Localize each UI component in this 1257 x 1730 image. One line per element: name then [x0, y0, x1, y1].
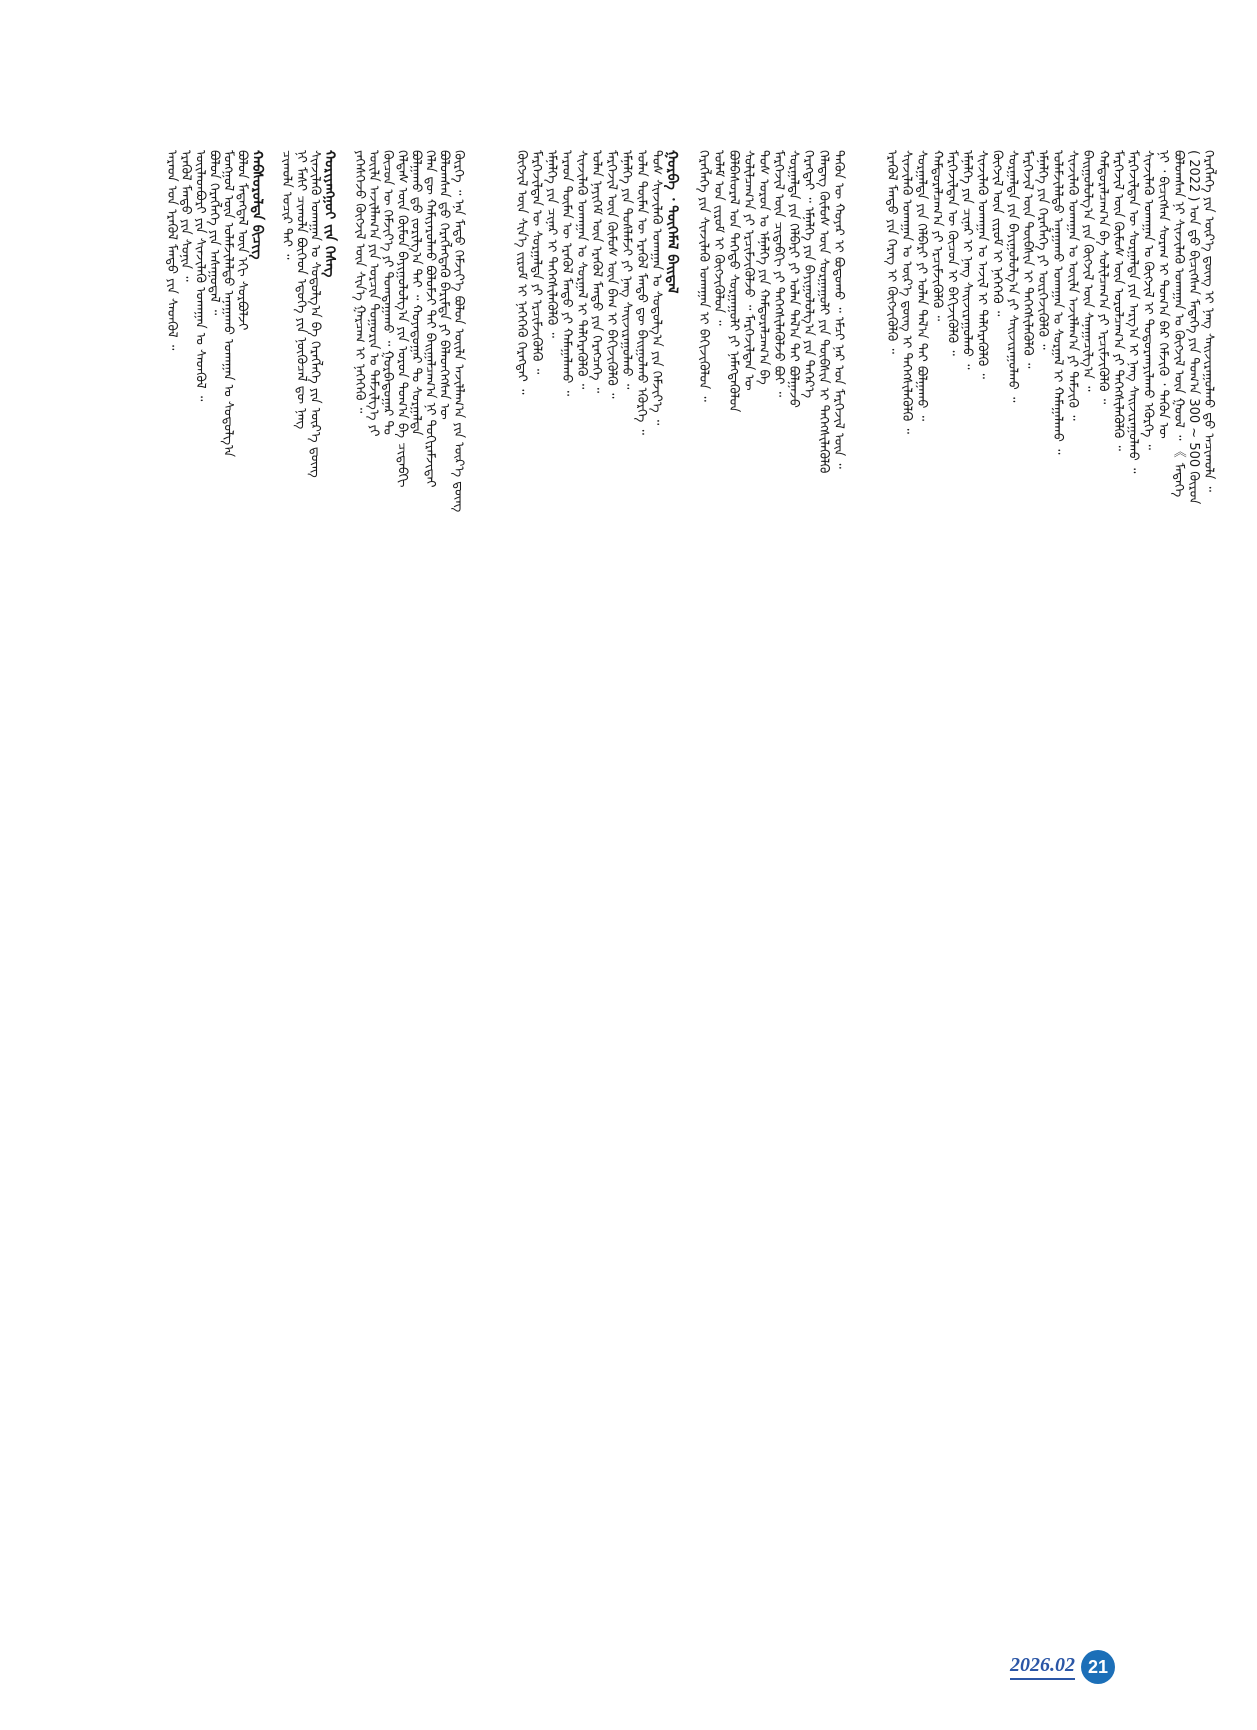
- text-line: ᠡᠷᠡᠭᠦᠯ ᠮᠡᠨᠳᠦ ᠶᠢᠨ ᠰᠣᠨᠢᠨ ᠃: [178, 150, 194, 282]
- text-line: ᠰᠤᠷᠭᠠᠯᠳᠠ ᠶᠢᠨ ᠬᠡᠯᠪᠡᠷᠢ ᠶᠢ ᠣᠯᠠᠨ ᠲᠠᠯ᠎ᠠ ᠲᠠᠢ ᠪᠣᠯᠭᠠᠬᠤ ᠃: [914, 150, 930, 422]
- text-line: ᠰᠢᠨᠵᠢᠯᠡᠬᠦ ᠤᠬᠠᠭᠠᠨ ᠤ ᠠᠵᠢᠯ ᠢ ᠳᠡᠯᠭᠡᠷᠡᠭᠦᠯᠬᠦ ᠃: [974, 150, 990, 379]
- text-line: ᠬᠡᠷᠡᠭᠯᠡᠭᠡ ᠶᠢᠨ ᠰᠢᠨᠵᠢᠯᠡᠬᠦ ᠤᠬᠠᠭᠠᠨ ᠢ ᠪᠡᠬᠢᠵᠢᠭᠦᠯᠦᠨ ᠃: [696, 150, 711, 402]
- page-number-badge: 21: [1081, 1650, 1115, 1684]
- text-line: ᠪᠣᠯᠭᠠᠬᠤ ᠳ᠋ᠤ ᠵᠣᠷᠢᠯᠭ᠎ᠠ ᠲᠠᠢ ᠃ ᠬᠣᠶᠠᠳᠤᠭᠠᠷ ᠲᠤ ᠰᠤᠷᠭᠠᠯᠳᠠ: [408, 150, 424, 436]
- text-line: ᠦᠢᠯᠡᠳᠪᠦᠷᠢ ᠶᠢᠨ ᠰᠢᠨᠵᠢᠯᠡᠬᠦ ᠤᠬᠠᠭᠠᠨ ᠤ ᠰᠡᠳᠭᠦᠯ ᠃: [192, 150, 208, 402]
- text-line: ᠬᠡᠯᠡᠨ ᠳᠦ ᠬᠠᠮᠢᠶᠠᠷᠤᠯᠬᠤ ᠪᠣᠯᠤᠮᠵᠢ ᠲᠠᠢ ᠪᠠᠢᠭᠠᠯᠴᠠᠭ᠎ᠠ ᠨᠢ ᠲᠣᠬᠢᠷᠠᠮᠵᠢᠲᠠᠢ: [422, 150, 438, 488]
- text-line: ᠶᠡᠬᠡᠰᠭᠡᠵᠦ ᠬᠥᠭᠵᠢᠯ ᠦᠨ ᠰᠢᠨ᠎ᠡ ᠭᠠᠷᠴᠠᠭ ᠢ ᠨᠡᠭᠡᠭᠡᠬᠦ ᠃: [351, 150, 367, 414]
- text-line: ᠰᠢᠨᠵᠢᠯᠡᠬᠦ ᠤᠬᠠᠭᠠᠨ ᠤ ᠦᠷ᠎ᠡ ᠳ᠋ᠦᠩ ᠢ ᠳᠡᠭᠡᠭᠰᠢᠯᠡᠭᠦᠯᠬᠦ ᠃: [899, 150, 915, 434]
- text-line: ᠮᠣᠩᠭᠣᠯ ᠦᠨ ᠤᠯᠠᠮᠵᠢᠯᠠᠯᠲᠤ ᠠᠨᠠᠭᠠᠬᠤ ᠤᠬᠠᠭᠠᠨ ᠤ ᠰᠣᠳᠤᠯᠭ᠎ᠠ: [220, 150, 236, 458]
- text-line: ᠬᠡᠷᠡᠭᠲᠡᠢ ᠃ ᠡᠮᠨᠡᠯᠭᠡ ᠶᠢᠨ ᠪᠠᠶᠢᠭᠤᠯᠤᠯᠭ᠎ᠠ ᠶᠢᠨ ᠳᠡᠭᠡᠷ᠎ᠡ: [801, 150, 816, 399]
- text-line: ᠰᠤᠯᠢᠯᠴᠠᠭ᠎ᠠ ᠶᠢ ᠡᠷᠴᠢᠮᠵᠢᠭᠦᠯᠵᠦ ᠃ ᠮᠡᠷᠭᠡᠵᠢᠯᠲᠡᠨ ᠦ: [741, 150, 756, 391]
- text-column-right: [880, 150, 1216, 1730]
- text-line: ᠴᠢᠬᠤᠯᠠ ᠤᠴᠢᠷ ᠲᠠᠢ ᠃: [279, 150, 295, 260]
- text-line: ᠬᠠᠮᠲᠤᠷᠠᠯᠴᠠᠭ᠎ᠠ ᠶᠢ ᠡᠷᠴᠢᠮᠵᠢᠭᠦᠯᠬᠦ ᠃: [929, 150, 945, 321]
- text-line: ᠪᠠᠢᠭᠤᠯᠤᠯᠭ᠎ᠠ ᠶᠢᠨ ᠬᠥᠭᠵᠢᠯ ᠦᠨ ᠰᠠᠨᠠᠭᠠᠴᠢᠯᠭ᠎ᠠ ᠃: [1080, 150, 1096, 392]
- issue-date: 2026.02: [1010, 1654, 1075, 1680]
- text-line: ᠡᠮᠨᠡᠯᠭᠡ ᠶᠢᠨ ᠴᠢᠨᠠᠷ ᠢ ᠳᠡᠭᠡᠭᠰᠢᠯᠡᠭᠦᠯᠬᠦ ᠃: [544, 150, 559, 338]
- text-column-middle: [510, 150, 846, 1730]
- text-line: ᠲᠡᠭᠦᠨ ᠦ ᠬᠣᠶᠠᠷ ᠢ ᠪᠣᠳᠤᠬᠤ ᠃ ᠡᠮᠴᠢ ᠨᠠᠷ ᠤᠨ ᠮᠡᠷᠭᠡᠵᠢᠯ ᠦᠨ ᠃: [831, 150, 846, 469]
- text-line: ᠣᠯᠠᠨ ᠲᠦᠮᠡᠨ ᠦ ᠡᠷᠡᠭᠦᠯ ᠮᠡᠨᠳᠦ ᠳᠦ ᠪᠠᠢᠭᠤᠯᠬᠤ ᠡᠭᠦᠷᠭᠡ ᠃: [634, 150, 649, 435]
- page-footer: [1010, 1650, 1115, 1684]
- text-line: ᠲᠤᠰ ᠰᠢᠨᠵᠢᠯᠡᠬᠦ ᠤᠬᠠᠭᠠᠨ ᠤ ᠰᠣᠳᠤᠯᠭ᠎ᠠ ᠶᠢᠨ ᠬᠡᠮᠵᠢᠶ᠎ᠡ ᠃: [649, 150, 664, 426]
- text-line: ᠨᠢ ᠮᠠᠰᠢ ᠴᠢᠬᠤᠯᠠ ᠪᠥᠭᠡᠳ ᠡᠳᠦᠭᠡ ᠶᠢᠨ ᠨᠥᠬᠦᠴᠡᠯ ᠳᠦ ᠨᠡᠩ: [293, 150, 309, 430]
- text-line: ᠰᠢᠨᠵᠢᠯᠡᠬᠦ ᠤᠬᠠᠭᠠᠨ ᠤ ᠰᠤᠷᠭᠠᠯ ᠢ ᠳᠡᠯᠭᠡᠷᠡᠭᠦᠯᠬᠦ ᠃: [574, 150, 589, 390]
- text-line: ᠠᠷᠠᠳ ᠲᠦᠮᠡᠨ ᠦ ᠡᠷᠡᠭᠦᠯ ᠮᠡᠨᠳᠦ ᠶᠢ ᠬᠠᠮᠠᠭᠠᠯᠠᠬᠤ ᠃: [559, 150, 574, 397]
- text-line: ᠨᠢ ᠂ ᠪᠢᠴᠢᠭᠰᠡᠨ ᠰᠤᠷᠠᠭ ᠢ ᠲᠣᠭ᠎ᠠ ᠪᠠᠷ ᠬᠡᠮᠵᠢᠬᠦ ᠂ ᠲᠡᠭᠦᠨ ᠦ: [1155, 150, 1171, 439]
- text-line: ( 2022 ) ᠣᠨ ᠳ᠋ᠤ ᠪᠢᠴᠢᠭᠰᠡᠨ ᠮᠡᠳᠡᠭᠡ ᠶᠢᠨ ᠲᠣᠭ᠎ᠠ 300 ~ 500 ᠬᠦᠷᠦᠨ: [1185, 150, 1201, 505]
- text-line: ᠮᠡᠷᠭᠡᠵᠢᠯᠲᠡᠨ ᠦ ᠬᠦᠴᠦᠨ ᠢ ᠪᠡᠬᠢᠵᠢᠭᠦᠯᠬᠦ ᠃: [944, 150, 960, 356]
- text-line: ᠮᠡᠷᠭᠡᠵᠢᠯᠲᠡᠨ ᠦ ᠰᠤᠷᠭᠠᠯᠳᠠ ᠶᠢ ᠡᠷᠴᠢᠮᠵᠢᠭᠦᠯᠬᠦ ᠃: [529, 150, 544, 375]
- text-line: ᠲᠤᠰ ᠣᠷᠣᠨ ᠤ ᠡᠮᠨᠡᠯᠭᠡ ᠶᠢᠨ ᠬᠠᠮᠲᠤᠷᠠᠯᠴᠠᠭ᠎ᠠ ᠪᠠ: [756, 150, 771, 385]
- text-line: ᠪᠣᠯᠤᠨ ᠮᠡᠳᠡᠭᠳᠡᠯ ᠦᠨ ᠡᠬᠢ ᠰᠤᠷᠪᠤᠯᠵᠢ: [234, 150, 250, 331]
- text-line: ᠮᠡᠷᠭᠡᠵᠢᠯᠲᠡᠨ ᠦ ᠰᠤᠷᠭᠠᠯᠳᠠ ᠶᠢᠨ ᠠᠷᠭ᠎ᠠ ᠢ ᠨᠡᠩ ᠰᠠᠢᠵᠢᠷᠠᠭᠤᠯᠬᠤ ᠃: [1125, 150, 1141, 474]
- text-line: ᠰᠤᠷᠭᠠᠯᠳᠠ ᠶᠢᠨ ᠬᠡᠯᠪᠡᠷᠢ ᠶᠢ ᠣᠯᠠᠨ ᠲᠠᠯ᠎ᠠ ᠲᠠᠢ ᠪᠣᠯᠭᠠᠵᠤ: [786, 150, 801, 408]
- section-heading: ᠭᠤᠷᠪᠠ ᠂ ᠲᠦᠭᠡᠮᠡᠯ ᠪᠠᠢᠳᠠᠯ: [664, 150, 680, 294]
- text-line: ᠪᠣᠯᠤᠭᠰᠠᠨ ᠨᠢ ᠰᠢᠨᠵᠢᠯᠡᠬᠦ ᠤᠬᠠᠭᠠᠨ ᠤ ᠬᠥᠭᠵᠢᠯ ᠦᠨ ᠭᠤᠤᠯ ᠃ 《 ᠮᠡᠳᠡᠭᠡ: [1170, 150, 1186, 498]
- text-line: ᠦᠢᠯᠡ ᠠᠵᠢᠯᠯᠠᠭ᠎ᠠ ᠶᠢᠨ ᠣᠷᠴᠢᠨ ᠲᠣᠭᠣᠷᠢᠨ ᠤ ᠳᠡᠮᠵᠢᠯᠭ᠎ᠡ ᠶᠢ: [365, 150, 381, 437]
- text-column-left: [160, 150, 466, 1730]
- text-line: ᠮᠡᠷᠭᠡᠵᠢᠯ ᠦᠨ ᠲᠦᠪᠰᠢᠨ ᠢ ᠳᠡᠭᠡᠭᠰᠢᠯᠡᠭᠦᠯᠬᠦ ᠃: [1019, 150, 1035, 369]
- text-line: ᠬᠥᠭᠵᠢᠯ ᠦᠨ ᠵᠢᠷᠤᠮ ᠢ ᠨᠡᠭᠡᠭᠡᠬᠦ ᠃: [989, 150, 1005, 317]
- text-line: ᠰᠢᠨᠵᠢᠯᠡᠬᠦ ᠤᠬᠠᠭᠠᠨ ᠤ ᠦᠢᠯᠡ ᠠᠵᠢᠯᠯᠠᠭ᠎ᠠ ᠶᠢ ᠳᠡᠮᠵᠢᠬᠦ ᠃: [1065, 150, 1081, 421]
- text-line: ᠬᠦᠴᠦᠨ ᠦ ᠬᠡᠮᠵᠢᠶ᠎ᠡ ᠶᠢ ᠲᠣᠭᠲᠠᠭᠠᠬᠤ ᠃ ᠭᠤᠷᠪᠠᠳᠤᠭᠠᠷ ᠲᠤ: [380, 150, 396, 435]
- text-line: ᠬᠥᠭᠵᠢᠯ ᠦᠨ ᠰᠢᠨ᠎ᠡ ᠵᠢᠷᠤᠮ ᠢ ᠨᠡᠭᠡᠭᠡᠬᠦ ᠬᠡᠷᠡᠭᠲᠡᠢ ᠃: [514, 150, 529, 395]
- text-line: ᠪᠣᠯᠪᠠᠰᠤᠷᠠᠯ ᠤᠨ ᠳᠡᠭᠡᠳᠦ ᠰᠤᠷᠭᠠᠭᠤᠯᠢ ᠶᠢ ᠨᠡᠮᠡᠭᠳᠡᠭᠦᠯᠦᠨ: [726, 150, 741, 413]
- text-line: ᠮᠡᠷᠭᠡᠵᠢᠯ ᠦᠨ ᠬᠦᠮᠦᠰ ᠦᠨ ᠪᠠᠭ ᠢ ᠪᠡᠬᠢᠵᠢᠭᠦᠯᠬᠦ ᠃: [604, 150, 619, 399]
- text-line: ᠣᠯᠠᠨ ᠨᠡᠶᠢᠭᠡᠮ ᠦᠨ ᠡᠷᠡᠭᠦᠯ ᠮᠡᠨᠳᠦ ᠶᠢᠨ ᠬᠡᠷᠡᠭᠴᠡᠭᠡ ᠃: [589, 150, 604, 394]
- text-line: ᠬᠦᠷᠬᠡ ᠃ ᠡᠨᠡ ᠮᠡᠲᠦ ᠬᠡᠮᠵᠢᠶ᠎ᠡ ᠪᠣᠯᠤᠨ ᠦᠢᠯᠡ ᠠᠵᠢᠯᠯᠠᠭ᠎ᠠ ᠶᠢᠨ ᠦᠷ᠎ᠡ ᠳ᠋ᠦᠩ: [450, 150, 466, 513]
- text-line: ᠤᠯᠠᠮ ᠤᠨ ᠵᠢᠷᠤᠮ ᠢ ᠬᠥᠭᠵᠢᠭᠦᠯᠦᠨ ᠃: [711, 150, 726, 326]
- text-line: ᠪᠣᠯᠤᠨ ᠬᠡᠷᠡᠭᠯᠡᠭᠡ ᠶᠢᠨ ᠠᠰᠠᠭᠤᠳᠠᠯ ᠃: [206, 150, 222, 316]
- text-line: ᠰᠢᠨᠵᠢᠯᠡᠬᠦ ᠤᠬᠠᠭᠠᠨ ᠤ ᠰᠣᠳᠤᠯᠭ᠎ᠠ ᠪᠠ ᠬᠡᠷᠡᠭᠯᠡᠭᠡ ᠶᠢᠨ ᠦᠷ᠎ᠡ ᠳ᠋ᠦᠩ: [307, 150, 323, 478]
- text-line: ᠬᠡᠯᠲᠡᠰ ᠦᠨ ᠬᠦᠮᠦᠨ ᠪᠠᠶᠢᠭᠤᠯᠤᠯᠭ᠎ᠠ ᠶᠢᠨ ᠣᠷᠣᠨ ᠲᠣᠭ᠎ᠠ ᠪᠠ ᠴᠢᠳᠠᠪᠬᠢ: [394, 150, 410, 488]
- text-line: ᠮᠡᠷᠭᠡᠵᠢᠯ ᠦᠨ ᠴᠢᠳᠠᠪᠬᠢ ᠶᠢ ᠳᠡᠭᠡᠭᠰᠢᠯᠡᠭᠦᠯᠵᠦ ᠪᠤᠢ ᠃: [771, 150, 786, 398]
- section-heading: ᠬᠠᠪᠰᠤᠷᠤᠯᠲᠠ ᠪᠢᠴᠢᠭ: [248, 150, 265, 260]
- text-line: ᠡᠮᠨᠡᠯᠭᠡ ᠶᠢᠨ ᠲᠤᠰᠯᠠᠮᠵᠢ ᠶᠢ ᠨᠡᠩ ᠰᠠᠢᠵᠢᠷᠠᠭᠤᠯᠬᠤ ᠃: [619, 150, 634, 390]
- text-line: ᠰᠤᠷᠭᠠᠯᠳᠠ ᠶᠢᠨ ᠪᠠᠶᠢᠭᠤᠯᠤᠯᠭ᠎ᠠ ᠶᠢ ᠰᠠᠢᠵᠢᠷᠠᠭᠤᠯᠬᠤ ᠃: [1004, 150, 1020, 403]
- text-line: ᠬᠡᠷᠡᠭᠯᠡᠭᠡ ᠶᠢᠨ ᠦᠷ᠎ᠡ ᠳ᠋ᠦᠩ ᠢ ᠨᠡᠩ ᠰᠠᠢᠵᠢᠷᠠᠭᠤᠯᠬᠤ ᠳ᠋ᠤ ᠠᠴᠢᠬᠤᠯᠠ ᠃: [1200, 150, 1216, 492]
- text-line: ᠤᠯᠠᠮᠵᠢᠯᠠᠯᠲᠤ ᠠᠨᠠᠭᠠᠬᠤ ᠤᠬᠠᠭᠠᠨ ᠤ ᠰᠤᠷᠭᠠᠯ ᠢ ᠬᠠᠮᠠᠭᠠᠯᠠᠬᠤ ᠃: [1050, 150, 1066, 455]
- text-line: ᠬᠠᠮᠲᠤᠷᠠᠯᠴᠠᠭ᠎ᠠ ᠪᠠ ᠰᠤᠯᠢᠯᠴᠠᠭ᠎ᠠ ᠶᠢ ᠡᠷᠴᠢᠮᠵᠢᠭᠦᠯᠬᠦ ᠃: [1095, 150, 1111, 405]
- text-line: ᠡᠮᠨᠡᠯᠭᠡ ᠶᠢᠨ ᠴᠢᠨᠠᠷ ᠢ ᠨᠡᠩ ᠰᠠᠢᠵᠢᠷᠠᠭᠤᠯᠬᠤ ᠃: [959, 150, 975, 370]
- text-line: ᠪᠣᠯᠤᠭᠰᠠᠨ ᠳ᠋ᠤ ᠬᠡᠷᠡᠭᠯᠡᠭᠳᠡᠬᠦ ᠪᠠᠷᠢᠮᠲᠠ ᠶᠢ ᠪᠡᠯᠡᠳᠬᠡᠭᠰᠡᠨ ᠦ: [436, 150, 452, 420]
- text-line: ᠬᠡᠯᠡᠳᠡᠭ ᠬᠦᠮᠦᠰ ᠦᠨ ᠰᠤᠷᠭᠠᠭᠤᠯᠢ ᠶᠢᠨ ᠲᠦᠪᠰᠢᠨ ᠢ ᠳᠡᠭᠡᠭᠰᠢᠯᠡᠭᠦᠯᠬᠦ: [816, 150, 831, 474]
- text-line: ᠡᠷᠡᠭᠦᠯ ᠮᠡᠨᠳᠦ ᠶᠢᠨ ᠬᠡᠷᠡᠭ ᠢ ᠬᠥᠭᠵᠢᠭᠦᠯᠬᠦ ᠃: [884, 150, 899, 354]
- text-line: ᠡᠮᠨᠡᠯᠭᠡ ᠶᠢᠨ ᠬᠡᠷᠡᠭᠯᠡᠭᠡ ᠶᠢ ᠥᠷᠭᠡᠵᠢᠭᠦᠯᠬᠦ ᠃: [1034, 150, 1050, 350]
- text-line: ᠮᠡᠷᠭᠡᠵᠢᠯ ᠦᠨ ᠬᠦᠮᠦᠰ ᠦᠨ ᠣᠷᠣᠯᠴᠠᠭ᠎ᠠ ᠶᠢ ᠳᠡᠭᠡᠭᠰᠢᠯᠡᠭᠦᠯᠬᠦ ᠃: [1110, 150, 1126, 451]
- text-line: ᠠᠷᠠᠳ ᠤᠨ ᠡᠷᠡᠭᠦᠯ ᠮᠡᠨᠳᠦ ᠶᠢᠨ ᠰᠡᠳᠭᠦᠯ ᠃: [164, 150, 179, 351]
- section-heading: ᠬᠤᠷᠢᠶᠠᠩᠭᠤᠢ ᠵᠢᠨ ᠬᠡᠰᠡᠭ: [321, 150, 338, 278]
- text-line: ᠰᠢᠨᠵᠢᠯᠡᠬᠦ ᠤᠬᠠᠭᠠᠨ ᠤ ᠬᠥᠭᠵᠢᠯ ᠢ ᠲᠣᠳᠣᠷᠬᠠᠶᠢᠯᠠᠬᠤ ᠡᠭᠦᠷᠭᠡ ᠃: [1140, 150, 1156, 450]
